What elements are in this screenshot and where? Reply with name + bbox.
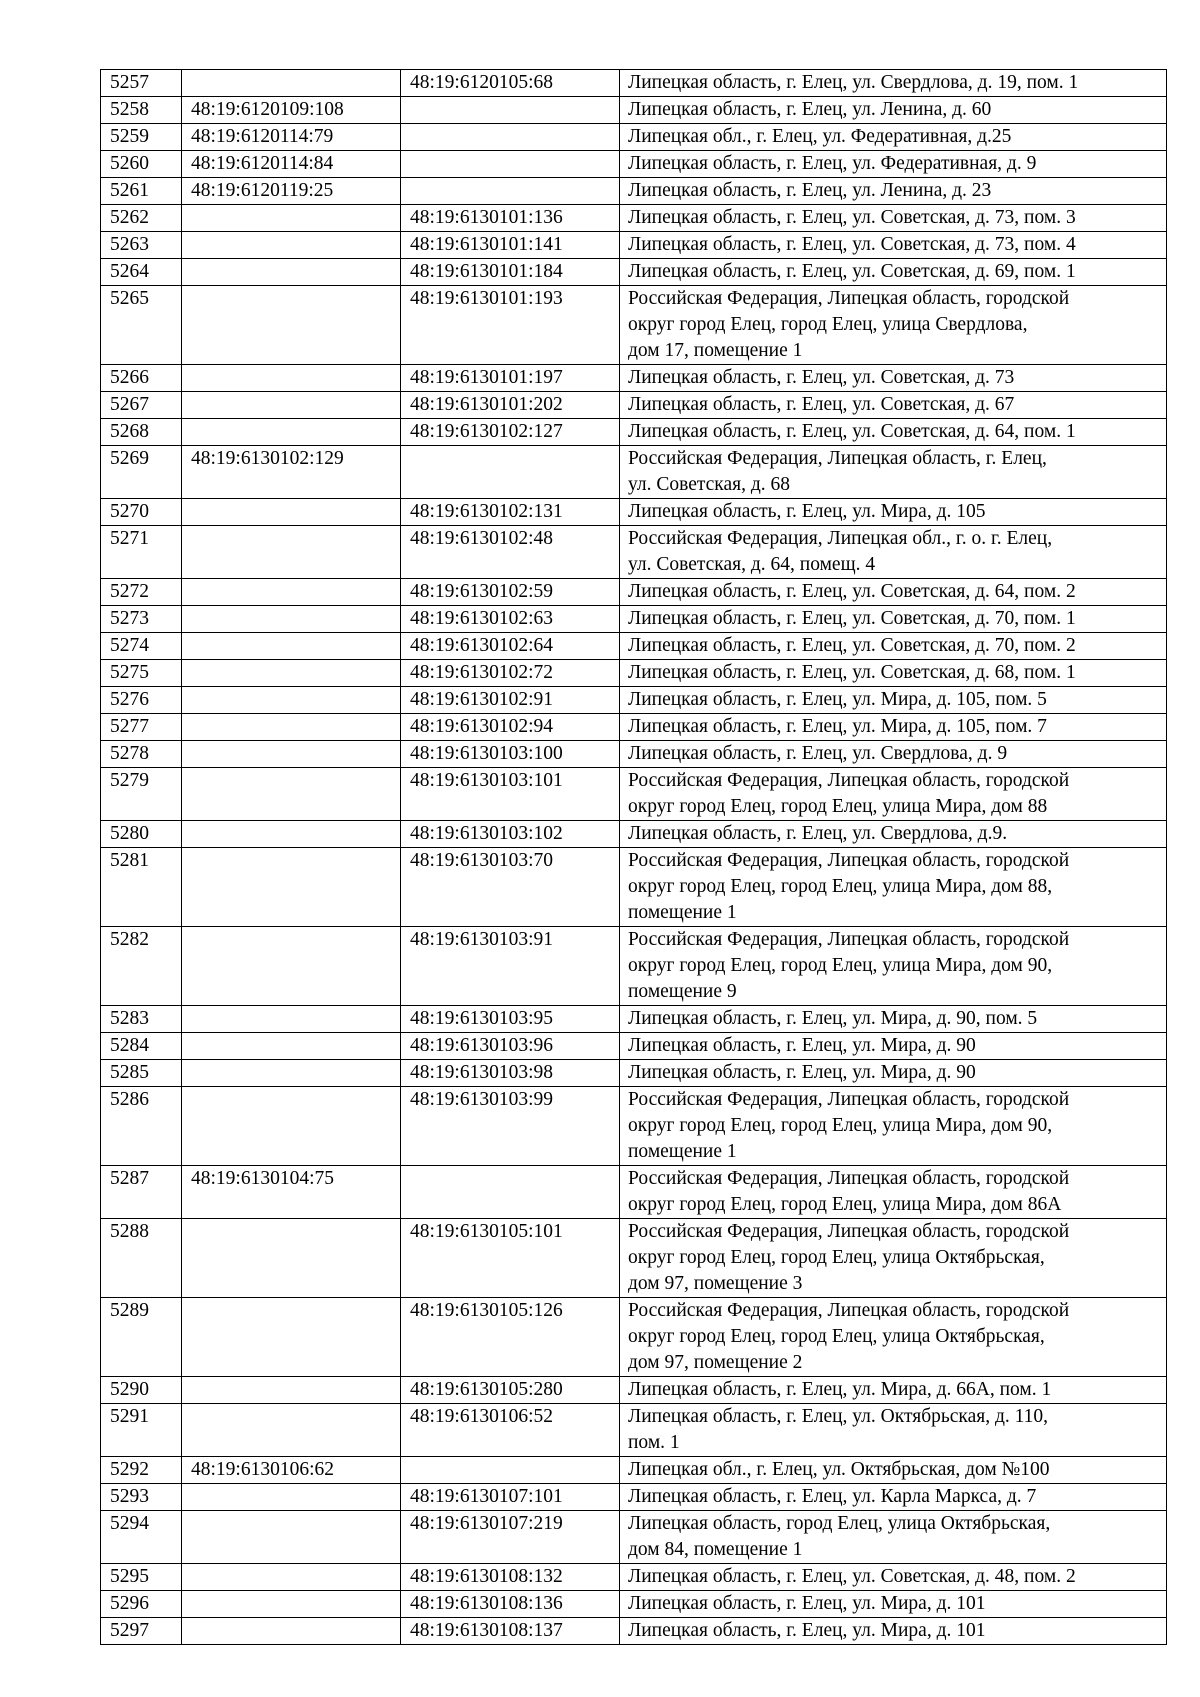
address-cell xyxy=(620,1060,1167,1087)
premises-cadastral-number-cell: 48:19:6130102:94 xyxy=(401,714,620,741)
building-cadastral-number-cell: 48:19:6130106:62 xyxy=(182,1457,401,1484)
address-line: Российская Федерация, Липецкая область, городской xyxy=(628,1300,1070,1321)
row-number-cell: 5296 xyxy=(101,1591,182,1618)
building-cadastral-number-cell xyxy=(182,499,401,526)
building-cadastral-number-cell xyxy=(182,365,401,392)
address-line: Российская Федерация, Липецкая обл., г. о. г. Елец, xyxy=(628,528,1053,549)
table-row xyxy=(101,178,1167,205)
building-cadastral-number-cell xyxy=(182,660,401,687)
row-number-cell: 5269 xyxy=(101,446,182,499)
building-cadastral-number-cell xyxy=(182,821,401,848)
address-cell xyxy=(620,232,1167,259)
address-line: пом. 1 xyxy=(628,1432,680,1453)
building-cadastral-number-cell xyxy=(182,1591,401,1618)
address-line: округ город Елец, город Елец, улица Мира, дом 90, xyxy=(628,1115,1053,1136)
premises-cadastral-number-cell: 48:19:6130102:59 xyxy=(401,579,620,606)
address-cell xyxy=(620,1484,1167,1511)
address-cell xyxy=(620,1591,1167,1618)
address-cell xyxy=(620,1006,1167,1033)
address-line: Липецкая область, г. Елец, ул. Мира, д. 105 xyxy=(628,501,986,522)
premises-cadastral-number-cell: 48:19:6130101:202 xyxy=(401,392,620,419)
table-row xyxy=(101,1404,1167,1457)
premises-cadastral-number-cell: 48:19:6130101:184 xyxy=(401,259,620,286)
table-row xyxy=(101,1564,1167,1591)
table-row xyxy=(101,151,1167,178)
premises-cadastral-number-cell: 48:19:6130103:102 xyxy=(401,821,620,848)
address-line: Липецкая область, город Елец, улица Октябрьская, xyxy=(628,1513,1051,1534)
table-row xyxy=(101,1377,1167,1404)
table-row xyxy=(101,1087,1167,1166)
premises-cadastral-number-cell xyxy=(401,97,620,124)
premises-cadastral-number-cell: 48:19:6130108:136 xyxy=(401,1591,620,1618)
address-line: Липецкая область, г. Елец, ул. Свердлова, д.9. xyxy=(628,823,1008,844)
address-line: округ город Елец, город Елец, улица Октябрьская, xyxy=(628,1247,1045,1268)
table-row xyxy=(101,768,1167,821)
address-cell xyxy=(620,151,1167,178)
row-number-cell: 5276 xyxy=(101,687,182,714)
row-number-cell: 5281 xyxy=(101,848,182,927)
address-cell xyxy=(620,205,1167,232)
building-cadastral-number-cell: 48:19:6120119:25 xyxy=(182,178,401,205)
address-cell xyxy=(620,392,1167,419)
building-cadastral-number-cell: 48:19:6120109:108 xyxy=(182,97,401,124)
table-row xyxy=(101,927,1167,1006)
address-cell xyxy=(620,768,1167,821)
address-line: помещение 1 xyxy=(628,902,737,923)
address-line: округ город Елец, город Елец, улица Свердлова, xyxy=(628,314,1028,335)
table-row xyxy=(101,365,1167,392)
address-cell xyxy=(620,714,1167,741)
row-number-cell: 5264 xyxy=(101,259,182,286)
premises-cadastral-number-cell: 48:19:6130103:91 xyxy=(401,927,620,1006)
address-line: Российская Федерация, Липецкая область, г. Елец, xyxy=(628,448,1047,469)
table-row xyxy=(101,1166,1167,1219)
table-row xyxy=(101,446,1167,499)
property-table-body xyxy=(101,70,1167,1645)
building-cadastral-number-cell: 48:19:6120114:84 xyxy=(182,151,401,178)
building-cadastral-number-cell xyxy=(182,579,401,606)
address-cell xyxy=(620,1033,1167,1060)
building-cadastral-number-cell xyxy=(182,1618,401,1645)
building-cadastral-number-cell: 48:19:6130104:75 xyxy=(182,1166,401,1219)
address-line: дом 97, помещение 2 xyxy=(628,1352,803,1373)
premises-cadastral-number-cell xyxy=(401,446,620,499)
premises-cadastral-number-cell: 48:19:6130105:126 xyxy=(401,1298,620,1377)
address-line: Липецкая область, г. Елец, ул. Советская, д. 70, пом. 1 xyxy=(628,608,1076,629)
address-line: Липецкая область, г. Елец, ул. Карла Маркса, д. 7 xyxy=(628,1486,1037,1507)
premises-cadastral-number-cell: 48:19:6130102:63 xyxy=(401,606,620,633)
building-cadastral-number-cell xyxy=(182,606,401,633)
row-number-cell: 5283 xyxy=(101,1006,182,1033)
address-cell xyxy=(620,1457,1167,1484)
address-cell xyxy=(620,446,1167,499)
table-row xyxy=(101,579,1167,606)
address-cell xyxy=(620,1564,1167,1591)
table-row xyxy=(101,1006,1167,1033)
premises-cadastral-number-cell: 48:19:6130103:95 xyxy=(401,1006,620,1033)
address-line: Российская Федерация, Липецкая область, городской xyxy=(628,288,1070,309)
premises-cadastral-number-cell xyxy=(401,1457,620,1484)
address-cell xyxy=(620,124,1167,151)
address-cell xyxy=(620,579,1167,606)
row-number-cell: 5292 xyxy=(101,1457,182,1484)
table-row xyxy=(101,821,1167,848)
row-number-cell: 5272 xyxy=(101,579,182,606)
table-row xyxy=(101,419,1167,446)
table-row xyxy=(101,633,1167,660)
row-number-cell: 5297 xyxy=(101,1618,182,1645)
premises-cadastral-number-cell: 48:19:6130108:132 xyxy=(401,1564,620,1591)
building-cadastral-number-cell xyxy=(182,1511,401,1564)
address-line: помещение 1 xyxy=(628,1141,737,1162)
address-line: Липецкая область, г. Елец, ул. Ленина, д. 23 xyxy=(628,180,992,201)
address-line: дом 97, помещение 3 xyxy=(628,1273,803,1294)
building-cadastral-number-cell xyxy=(182,205,401,232)
address-cell xyxy=(620,286,1167,365)
table-row xyxy=(101,124,1167,151)
address-cell xyxy=(620,606,1167,633)
address-cell xyxy=(620,927,1167,1006)
address-line: дом 17, помещение 1 xyxy=(628,340,803,361)
address-line: Липецкая область, г. Елец, ул. Мира, д. 105, пом. 7 xyxy=(628,716,1047,737)
table-row xyxy=(101,499,1167,526)
address-line: Липецкая область, г. Елец, ул. Советская, д. 73, пом. 4 xyxy=(628,234,1076,255)
building-cadastral-number-cell xyxy=(182,392,401,419)
table-row xyxy=(101,1457,1167,1484)
building-cadastral-number-cell xyxy=(182,714,401,741)
row-number-cell: 5271 xyxy=(101,526,182,579)
premises-cadastral-number-cell: 48:19:6130107:101 xyxy=(401,1484,620,1511)
row-number-cell: 5279 xyxy=(101,768,182,821)
address-line: Липецкая область, г. Елец, ул. Советская, д. 68, пом. 1 xyxy=(628,662,1076,683)
row-number-cell: 5265 xyxy=(101,286,182,365)
address-line: Липецкая область, г. Елец, ул. Советская, д. 67 xyxy=(628,394,1015,415)
premises-cadastral-number-cell: 48:19:6130105:101 xyxy=(401,1219,620,1298)
row-number-cell: 5289 xyxy=(101,1298,182,1377)
address-line: Липецкая область, г. Елец, ул. Мира, д. 101 xyxy=(628,1620,986,1641)
premises-cadastral-number-cell: 48:19:6130103:99 xyxy=(401,1087,620,1166)
address-cell xyxy=(620,741,1167,768)
building-cadastral-number-cell xyxy=(182,687,401,714)
table-row xyxy=(101,660,1167,687)
premises-cadastral-number-cell: 48:19:6130102:131 xyxy=(401,499,620,526)
building-cadastral-number-cell xyxy=(182,1564,401,1591)
address-line: Липецкая область, г. Елец, ул. Федеративная, д. 9 xyxy=(628,153,1037,174)
address-line: Липецкая область, г. Елец, ул. Ленина, д. 60 xyxy=(628,99,992,120)
address-line: Липецкая область, г. Елец, ул. Октябрьская, д. 110, xyxy=(628,1406,1049,1427)
row-number-cell: 5291 xyxy=(101,1404,182,1457)
table-row xyxy=(101,741,1167,768)
row-number-cell: 5260 xyxy=(101,151,182,178)
address-cell xyxy=(620,1377,1167,1404)
table-row xyxy=(101,1219,1167,1298)
building-cadastral-number-cell: 48:19:6130102:129 xyxy=(182,446,401,499)
building-cadastral-number-cell xyxy=(182,633,401,660)
row-number-cell: 5270 xyxy=(101,499,182,526)
building-cadastral-number-cell xyxy=(182,927,401,1006)
premises-cadastral-number-cell: 48:19:6130103:96 xyxy=(401,1033,620,1060)
address-line: Российская Федерация, Липецкая область, городской xyxy=(628,1168,1070,1189)
table-row xyxy=(101,714,1167,741)
row-number-cell: 5293 xyxy=(101,1484,182,1511)
address-line: Липецкая область, г. Елец, ул. Мира, д. 66А, пом. 1 xyxy=(628,1379,1052,1400)
table-row xyxy=(101,1298,1167,1377)
premises-cadastral-number-cell: 48:19:6130107:219 xyxy=(401,1511,620,1564)
address-line: Липецкая область, г. Елец, ул. Свердлова, д. 19, пом. 1 xyxy=(628,72,1079,93)
address-line: Российская Федерация, Липецкая область, городской xyxy=(628,1221,1070,1242)
address-cell xyxy=(620,1166,1167,1219)
table-row xyxy=(101,286,1167,365)
premises-cadastral-number-cell: 48:19:6130106:52 xyxy=(401,1404,620,1457)
address-cell xyxy=(620,365,1167,392)
row-number-cell: 5263 xyxy=(101,232,182,259)
address-cell xyxy=(620,660,1167,687)
table-row xyxy=(101,205,1167,232)
building-cadastral-number-cell xyxy=(182,1060,401,1087)
row-number-cell: 5257 xyxy=(101,70,182,97)
table-row xyxy=(101,97,1167,124)
address-line: округ город Елец, город Елец, улица Мира, дом 88 xyxy=(628,796,1048,817)
premises-cadastral-number-cell: 48:19:6130105:280 xyxy=(401,1377,620,1404)
row-number-cell: 5290 xyxy=(101,1377,182,1404)
address-line: ул. Советская, д. 68 xyxy=(628,474,791,495)
building-cadastral-number-cell xyxy=(182,70,401,97)
row-number-cell: 5267 xyxy=(101,392,182,419)
address-line: Липецкая область, г. Елец, ул. Советская, д. 48, пом. 2 xyxy=(628,1566,1076,1587)
building-cadastral-number-cell xyxy=(182,848,401,927)
premises-cadastral-number-cell xyxy=(401,178,620,205)
row-number-cell: 5280 xyxy=(101,821,182,848)
row-number-cell: 5278 xyxy=(101,741,182,768)
address-cell xyxy=(620,70,1167,97)
premises-cadastral-number-cell: 48:19:6130103:98 xyxy=(401,1060,620,1087)
address-line: Российская Федерация, Липецкая область, городской xyxy=(628,929,1070,950)
row-number-cell: 5277 xyxy=(101,714,182,741)
premises-cadastral-number-cell: 48:19:6130102:72 xyxy=(401,660,620,687)
premises-cadastral-number-cell xyxy=(401,1166,620,1219)
premises-cadastral-number-cell: 48:19:6130101:197 xyxy=(401,365,620,392)
address-line: Российская Федерация, Липецкая область, городской xyxy=(628,770,1070,791)
property-table xyxy=(100,69,1167,1645)
address-cell xyxy=(620,821,1167,848)
address-line: помещение 9 xyxy=(628,981,737,1002)
address-cell xyxy=(620,687,1167,714)
address-cell xyxy=(620,848,1167,927)
row-number-cell: 5274 xyxy=(101,633,182,660)
building-cadastral-number-cell xyxy=(182,1484,401,1511)
address-line: Липецкая обл., г. Елец, ул. Федеративная, д.25 xyxy=(628,126,1012,147)
premises-cadastral-number-cell: 48:19:6130102:127 xyxy=(401,419,620,446)
address-line: Липецкая обл., г. Елец, ул. Октябрьская, дом №100 xyxy=(628,1459,1050,1480)
address-line: Липецкая область, г. Елец, ул. Советская, д. 73 xyxy=(628,367,1015,388)
address-cell xyxy=(620,1511,1167,1564)
premises-cadastral-number-cell xyxy=(401,151,620,178)
address-cell xyxy=(620,178,1167,205)
premises-cadastral-number-cell: 48:19:6130103:100 xyxy=(401,741,620,768)
building-cadastral-number-cell xyxy=(182,526,401,579)
address-line: Липецкая область, г. Елец, ул. Мира, д. 101 xyxy=(628,1593,986,1614)
building-cadastral-number-cell xyxy=(182,1033,401,1060)
row-number-cell: 5284 xyxy=(101,1033,182,1060)
row-number-cell: 5259 xyxy=(101,124,182,151)
row-number-cell: 5282 xyxy=(101,927,182,1006)
row-number-cell: 5294 xyxy=(101,1511,182,1564)
address-line: округ город Елец, город Елец, улица Октябрьская, xyxy=(628,1326,1045,1347)
address-cell xyxy=(620,1404,1167,1457)
address-line: Липецкая область, г. Елец, ул. Мира, д. 105, пом. 5 xyxy=(628,689,1047,710)
premises-cadastral-number-cell: 48:19:6130101:136 xyxy=(401,205,620,232)
table-row xyxy=(101,848,1167,927)
table-row xyxy=(101,1591,1167,1618)
building-cadastral-number-cell xyxy=(182,1377,401,1404)
building-cadastral-number-cell xyxy=(182,1298,401,1377)
building-cadastral-number-cell xyxy=(182,232,401,259)
building-cadastral-number-cell xyxy=(182,1006,401,1033)
table-row xyxy=(101,70,1167,97)
building-cadastral-number-cell xyxy=(182,741,401,768)
premises-cadastral-number-cell xyxy=(401,124,620,151)
row-number-cell: 5261 xyxy=(101,178,182,205)
table-row xyxy=(101,1511,1167,1564)
building-cadastral-number-cell xyxy=(182,286,401,365)
table-row xyxy=(101,1618,1167,1645)
row-number-cell: 5287 xyxy=(101,1166,182,1219)
table-row xyxy=(101,606,1167,633)
building-cadastral-number-cell xyxy=(182,1404,401,1457)
address-cell xyxy=(620,419,1167,446)
premises-cadastral-number-cell: 48:19:6130102:64 xyxy=(401,633,620,660)
address-line: Липецкая область, г. Елец, ул. Советская, д. 69, пом. 1 xyxy=(628,261,1076,282)
row-number-cell: 5268 xyxy=(101,419,182,446)
premises-cadastral-number-cell: 48:19:6130101:193 xyxy=(401,286,620,365)
address-cell xyxy=(620,633,1167,660)
building-cadastral-number-cell xyxy=(182,419,401,446)
building-cadastral-number-cell xyxy=(182,768,401,821)
address-line: Российская Федерация, Липецкая область, городской xyxy=(628,850,1070,871)
row-number-cell: 5262 xyxy=(101,205,182,232)
premises-cadastral-number-cell: 48:19:6130102:91 xyxy=(401,687,620,714)
table-row xyxy=(101,687,1167,714)
address-cell xyxy=(620,1618,1167,1645)
premises-cadastral-number-cell: 48:19:6130102:48 xyxy=(401,526,620,579)
table-row xyxy=(101,1033,1167,1060)
address-line: Липецкая область, г. Елец, ул. Мира, д. 90 xyxy=(628,1035,976,1056)
address-line: Липецкая область, г. Елец, ул. Мира, д. 90 xyxy=(628,1062,976,1083)
premises-cadastral-number-cell: 48:19:6130103:70 xyxy=(401,848,620,927)
address-line: Липецкая область, г. Елец, ул. Советская, д. 73, пом. 3 xyxy=(628,207,1076,228)
address-line: округ город Елец, город Елец, улица Мира, дом 90, xyxy=(628,955,1053,976)
address-line: ул. Советская, д. 64, помещ. 4 xyxy=(628,554,876,575)
address-cell xyxy=(620,97,1167,124)
building-cadastral-number-cell xyxy=(182,1087,401,1166)
building-cadastral-number-cell xyxy=(182,259,401,286)
table-row xyxy=(101,259,1167,286)
address-line: Липецкая область, г. Елец, ул. Советская, д. 70, пом. 2 xyxy=(628,635,1076,656)
premises-cadastral-number-cell: 48:19:6130101:141 xyxy=(401,232,620,259)
premises-cadastral-number-cell: 48:19:6130108:137 xyxy=(401,1618,620,1645)
address-line: округ город Елец, город Елец, улица Мира, дом 86А xyxy=(628,1194,1062,1215)
premises-cadastral-number-cell: 48:19:6130103:101 xyxy=(401,768,620,821)
building-cadastral-number-cell: 48:19:6120114:79 xyxy=(182,124,401,151)
row-number-cell: 5285 xyxy=(101,1060,182,1087)
row-number-cell: 5266 xyxy=(101,365,182,392)
address-cell xyxy=(620,259,1167,286)
table-row xyxy=(101,1060,1167,1087)
building-cadastral-number-cell xyxy=(182,1219,401,1298)
table-row xyxy=(101,392,1167,419)
row-number-cell: 5275 xyxy=(101,660,182,687)
row-number-cell: 5258 xyxy=(101,97,182,124)
table-row xyxy=(101,232,1167,259)
row-number-cell: 5273 xyxy=(101,606,182,633)
row-number-cell: 5288 xyxy=(101,1219,182,1298)
address-line: Липецкая область, г. Елец, ул. Советская, д. 64, пом. 2 xyxy=(628,581,1076,602)
address-line: дом 84, помещение 1 xyxy=(628,1539,803,1560)
address-line: Липецкая область, г. Елец, ул. Советская, д. 64, пом. 1 xyxy=(628,421,1076,442)
premises-cadastral-number-cell: 48:19:6120105:68 xyxy=(401,70,620,97)
address-cell xyxy=(620,499,1167,526)
table-row xyxy=(101,526,1167,579)
address-cell xyxy=(620,1087,1167,1166)
address-line: Липецкая область, г. Елец, ул. Мира, д. 90, пом. 5 xyxy=(628,1008,1038,1029)
address-cell xyxy=(620,1298,1167,1377)
address-cell xyxy=(620,526,1167,579)
address-line: округ город Елец, город Елец, улица Мира, дом 88, xyxy=(628,876,1053,897)
table-row xyxy=(101,1484,1167,1511)
address-line: Липецкая область, г. Елец, ул. Свердлова, д. 9 xyxy=(628,743,1008,764)
row-number-cell: 5295 xyxy=(101,1564,182,1591)
address-cell xyxy=(620,1219,1167,1298)
row-number-cell: 5286 xyxy=(101,1087,182,1166)
address-line: Российская Федерация, Липецкая область, городской xyxy=(628,1089,1070,1110)
